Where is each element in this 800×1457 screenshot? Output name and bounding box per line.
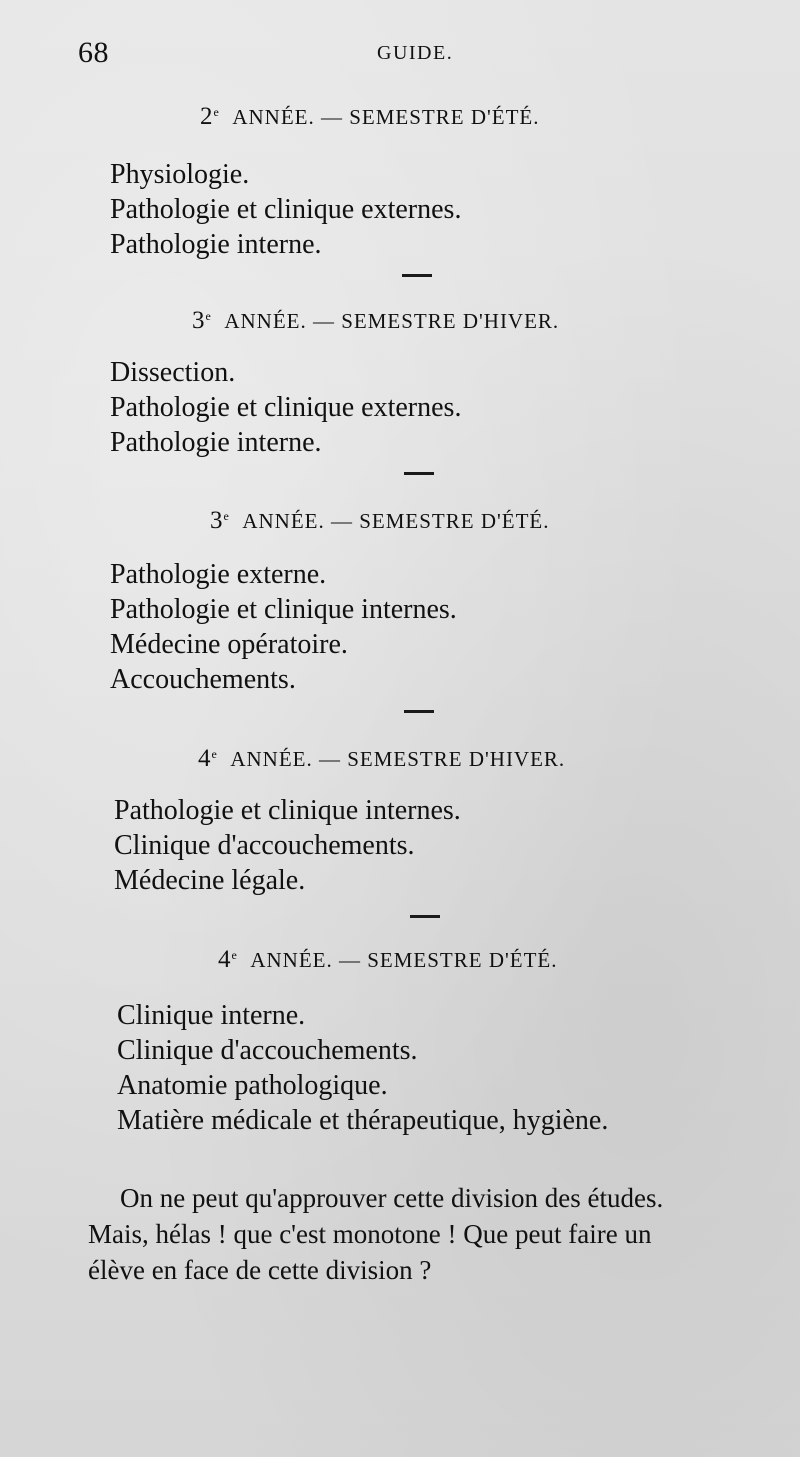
heading-text: ANNÉE. — SEMESTRE D'ÉTÉ.	[242, 509, 550, 533]
heading-text: ANNÉE. — SEMESTRE D'HIVER.	[224, 309, 560, 333]
year-ordinal: e	[231, 948, 238, 962]
course-list	[110, 355, 461, 460]
year-ordinal: e	[205, 309, 212, 323]
course-item: Pathologie et clinique internes.	[110, 594, 457, 625]
page-header	[0, 36, 800, 76]
section-separator	[404, 710, 434, 713]
paragraph-line: élève en face de cette division ?	[88, 1255, 432, 1285]
section-separator	[402, 274, 432, 277]
course-list	[117, 998, 608, 1138]
course-item: Matière médicale et thérapeutique, hygiène.	[117, 1105, 609, 1136]
running-title: GUIDE.	[377, 42, 454, 64]
year-ordinal: e	[211, 747, 218, 761]
section-separator	[410, 915, 440, 918]
course-item: Clinique d'accouchements.	[114, 830, 415, 861]
section-heading	[192, 307, 559, 335]
page-number: 68	[78, 36, 109, 69]
course-item: Pathologie et clinique externes.	[110, 194, 462, 225]
course-item: Pathologie et clinique internes.	[114, 795, 461, 826]
course-item: Accouchements.	[110, 664, 296, 695]
course-item: Pathologie et clinique externes.	[110, 392, 462, 423]
year-number: 2	[200, 103, 214, 130]
heading-text: ANNÉE. — SEMESTRE D'ÉTÉ.	[250, 948, 558, 972]
section-separator	[404, 472, 434, 475]
course-list	[110, 157, 461, 262]
course-item: Anatomie pathologique.	[117, 1070, 388, 1101]
section-heading	[200, 103, 540, 131]
course-list	[110, 557, 457, 697]
year-ordinal: e	[223, 509, 230, 523]
section-heading	[218, 946, 558, 974]
course-item: Médecine opératoire.	[110, 629, 348, 660]
course-item: Clinique interne.	[117, 1000, 306, 1031]
closing-paragraph	[88, 1180, 778, 1288]
paragraph-line: Mais, hélas ! que c'est monotone ! Que peut faire un	[88, 1219, 652, 1249]
year-number: 3	[210, 507, 224, 534]
course-item: Pathologie interne.	[110, 229, 322, 260]
course-item: Clinique d'accouchements.	[117, 1035, 418, 1066]
paragraph-line: On ne peut qu'approuver cette division des études.	[120, 1183, 664, 1213]
year-number: 4	[198, 745, 212, 772]
course-item: Physiologie.	[110, 159, 250, 190]
course-item: Pathologie externe.	[110, 559, 327, 590]
year-ordinal: e	[213, 105, 220, 119]
section-heading	[198, 745, 565, 773]
section-heading	[210, 507, 550, 535]
year-number: 3	[192, 307, 206, 334]
year-number: 4	[218, 946, 232, 973]
course-item: Médecine légale.	[114, 865, 306, 896]
course-list	[114, 793, 461, 898]
heading-text: ANNÉE. — SEMESTRE D'HIVER.	[230, 747, 566, 771]
course-item: Pathologie interne.	[110, 427, 322, 458]
course-item: Dissection.	[110, 357, 236, 388]
heading-text: ANNÉE. — SEMESTRE D'ÉTÉ.	[232, 105, 540, 129]
